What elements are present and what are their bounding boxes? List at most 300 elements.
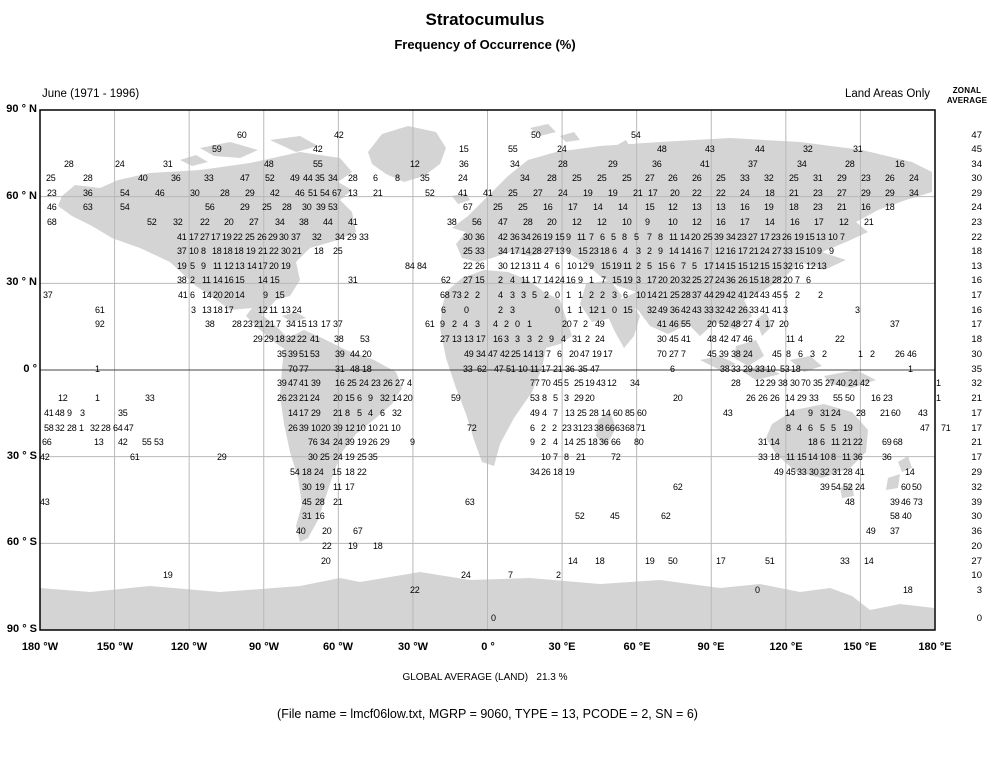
grid-value: 12 bbox=[224, 261, 234, 271]
grid-value: 41 bbox=[299, 378, 309, 388]
zonal-average-value: 16 bbox=[971, 305, 982, 316]
grid-value: 44 bbox=[704, 290, 714, 300]
grid-value: 14 bbox=[235, 290, 245, 300]
grid-value: 6 bbox=[357, 393, 362, 403]
grid-value: 12 bbox=[692, 217, 702, 227]
grid-value: 19 bbox=[177, 261, 187, 271]
grid-value: 70 bbox=[801, 378, 811, 388]
grid-value: 19 bbox=[565, 467, 575, 477]
grid-value: 27 bbox=[772, 246, 782, 256]
grid-value: 34 bbox=[335, 232, 345, 242]
grid-value: 32 bbox=[764, 173, 774, 183]
grid-value: 28 bbox=[731, 378, 741, 388]
grid-value: 2 bbox=[552, 423, 557, 433]
grid-value: 10 bbox=[391, 423, 401, 433]
grid-value: 7 bbox=[647, 232, 652, 242]
grid-value: 21 bbox=[379, 423, 389, 433]
grid-value: 36 bbox=[83, 188, 93, 198]
grid-value: 38 bbox=[334, 334, 344, 344]
grid-value: 37 bbox=[890, 526, 900, 536]
grid-value: 21 bbox=[299, 393, 309, 403]
grid-value: 28 bbox=[348, 173, 358, 183]
grid-value: 33 bbox=[755, 364, 765, 374]
grid-value: 17 bbox=[224, 305, 234, 315]
grid-value: 26 bbox=[383, 378, 393, 388]
grid-value: 13 bbox=[94, 437, 104, 447]
grid-value: 2 bbox=[647, 246, 652, 256]
grid-value: 25 bbox=[245, 232, 255, 242]
grid-value: 18 bbox=[212, 246, 222, 256]
grid-value: 37 bbox=[333, 319, 343, 329]
grid-value: 76 bbox=[308, 437, 318, 447]
grid-value: 28 bbox=[558, 159, 568, 169]
grid-value: 17 bbox=[603, 349, 613, 359]
grid-value: 24 bbox=[743, 349, 753, 359]
grid-value: 34 bbox=[797, 159, 807, 169]
grid-value: 32 bbox=[90, 423, 100, 433]
grid-value: 34 bbox=[286, 319, 296, 329]
grid-value: 56 bbox=[205, 202, 215, 212]
grid-value: 14 bbox=[647, 290, 657, 300]
grid-value: 53 bbox=[780, 364, 790, 374]
grid-value: 43 bbox=[692, 305, 702, 315]
grid-value: 15 bbox=[475, 275, 485, 285]
grid-value: 26 bbox=[692, 173, 702, 183]
grid-value: 23 bbox=[288, 393, 298, 403]
grid-value: 14 bbox=[392, 393, 402, 403]
grid-value: 47 bbox=[580, 349, 590, 359]
lat-axis-label: 90 ° N bbox=[6, 103, 37, 115]
grid-value: 23 bbox=[883, 393, 893, 403]
grid-value: 46 bbox=[907, 349, 917, 359]
grid-value: 3 bbox=[521, 290, 526, 300]
grid-value: 9 bbox=[566, 232, 571, 242]
grid-value: 53 bbox=[360, 334, 370, 344]
grid-value: 14 bbox=[288, 408, 298, 418]
grid-value: 25 bbox=[622, 173, 632, 183]
zonal-header-line2: AVERAGE bbox=[946, 96, 988, 105]
grid-value: 5 bbox=[357, 408, 362, 418]
grid-value: 22 bbox=[410, 585, 420, 595]
grid-value: 18 bbox=[373, 541, 383, 551]
grid-value: 11 bbox=[333, 482, 342, 492]
grid-value: 23 bbox=[813, 202, 823, 212]
grid-value: 26 bbox=[746, 393, 756, 403]
grid-value: 17 bbox=[704, 261, 714, 271]
grid-value: 25 bbox=[262, 202, 272, 212]
grid-value: 48 bbox=[657, 144, 667, 154]
grid-value: 13 bbox=[521, 261, 531, 271]
grid-value: 7 bbox=[601, 275, 606, 285]
grid-value: 18 bbox=[885, 202, 895, 212]
grid-value: 2 bbox=[795, 290, 800, 300]
grid-value: 37 bbox=[748, 159, 758, 169]
grid-value: 2 bbox=[600, 290, 605, 300]
grid-value: 47 bbox=[590, 364, 600, 374]
grid-value: 33 bbox=[809, 393, 819, 403]
grid-value: 49 bbox=[464, 349, 474, 359]
grid-value: 29 bbox=[240, 202, 250, 212]
grid-value: 19 bbox=[608, 188, 618, 198]
grid-value: 28 bbox=[845, 159, 855, 169]
grid-value: 19 bbox=[281, 261, 291, 271]
grid-value: 29 bbox=[715, 290, 725, 300]
lat-axis-label: 30 ° N bbox=[6, 276, 37, 288]
grid-value: 15 bbox=[345, 393, 355, 403]
grid-value: 2 bbox=[475, 290, 480, 300]
grid-value: 14 bbox=[681, 246, 691, 256]
grid-value: 18 bbox=[791, 364, 801, 374]
grid-value: 49 bbox=[595, 319, 605, 329]
grid-value: 17 bbox=[510, 246, 520, 256]
grid-value: 30 bbox=[657, 334, 667, 344]
grid-value: 9 bbox=[410, 437, 415, 447]
grid-value: 14 bbox=[715, 261, 725, 271]
grid-value: 12 bbox=[839, 217, 849, 227]
grid-value: 49 bbox=[530, 408, 540, 418]
grid-value: 27 bbox=[748, 232, 758, 242]
grid-value: 12 bbox=[572, 217, 582, 227]
zonal-average-value: 32 bbox=[971, 482, 982, 493]
grid-value: 19 bbox=[764, 202, 774, 212]
grid-value: 60 bbox=[237, 130, 247, 140]
grid-value: 45 bbox=[786, 467, 796, 477]
grid-value: 11 bbox=[786, 334, 795, 344]
grid-value: 14 bbox=[765, 217, 775, 227]
grid-value: 34 bbox=[275, 217, 285, 227]
grid-value: 24 bbox=[333, 437, 343, 447]
grid-value: 23 bbox=[243, 319, 253, 329]
grid-value: 19 bbox=[612, 261, 622, 271]
grid-value: 51 bbox=[308, 188, 318, 198]
grid-value: 52 bbox=[719, 319, 729, 329]
grid-value: 46 bbox=[47, 202, 57, 212]
grid-value: 41 bbox=[44, 408, 54, 418]
grid-value: 45 bbox=[707, 349, 717, 359]
grid-value: 25 bbox=[518, 202, 528, 212]
grid-value: 19 bbox=[585, 378, 595, 388]
grid-value: 11 bbox=[532, 261, 541, 271]
grid-value: 32 bbox=[820, 467, 830, 477]
grid-value: 3 bbox=[527, 334, 532, 344]
grid-value: 38 bbox=[720, 364, 730, 374]
grid-value: 53 bbox=[328, 202, 338, 212]
grid-value: 71 bbox=[941, 423, 951, 433]
grid-value: 40 bbox=[836, 378, 846, 388]
grid-value: 21 bbox=[864, 217, 874, 227]
grid-value: 45 bbox=[302, 497, 312, 507]
grid-value: 25 bbox=[463, 246, 473, 256]
grid-value: 24 bbox=[333, 452, 343, 462]
grid-value: 24 bbox=[909, 173, 919, 183]
grid-value: 16 bbox=[895, 159, 905, 169]
grid-value: 24 bbox=[115, 159, 125, 169]
zonal-average-value: 21 bbox=[971, 393, 982, 404]
grid-value: 6 bbox=[373, 173, 378, 183]
grid-value: 45 bbox=[772, 349, 782, 359]
grid-value: 18 bbox=[770, 452, 780, 462]
grid-value: 40 bbox=[138, 173, 148, 183]
grid-value: 42 bbox=[270, 188, 280, 198]
grid-value: 36 bbox=[475, 232, 485, 242]
grid-value: 29 bbox=[217, 452, 227, 462]
grid-value: 2 bbox=[636, 261, 641, 271]
grid-value: 42 bbox=[726, 305, 736, 315]
grid-value: 9 bbox=[440, 319, 445, 329]
landmass-south-america bbox=[280, 330, 405, 542]
grid-value: 2 bbox=[541, 423, 546, 433]
grid-value: 7 bbox=[840, 232, 845, 242]
grid-value: 43 bbox=[760, 290, 770, 300]
grid-value: 15 bbox=[738, 261, 748, 271]
grid-value: 22 bbox=[716, 188, 726, 198]
grid-value: 31 bbox=[573, 423, 583, 433]
grid-value: 21 bbox=[633, 188, 643, 198]
grid-value: 39 bbox=[311, 378, 321, 388]
grid-value: 6 bbox=[530, 423, 535, 433]
grid-value: 14 bbox=[564, 437, 574, 447]
grid-value: 0 bbox=[555, 290, 560, 300]
grid-value: 13 bbox=[348, 188, 358, 198]
grid-value: 47 bbox=[124, 423, 134, 433]
grid-value: 39 bbox=[333, 423, 343, 433]
grid-value: 40 bbox=[902, 511, 912, 521]
grid-value: 70 bbox=[541, 378, 551, 388]
grid-value: 38 bbox=[594, 423, 604, 433]
grid-value: 10 bbox=[518, 364, 528, 374]
grid-value: 63 bbox=[465, 497, 475, 507]
grid-value: 27 bbox=[837, 188, 847, 198]
grid-value: 18 bbox=[314, 246, 324, 256]
grid-value: 31 bbox=[348, 275, 358, 285]
grid-value: 4 bbox=[368, 408, 373, 418]
grid-value: 24 bbox=[855, 482, 865, 492]
grid-value: 15 bbox=[270, 275, 280, 285]
grid-value: 15 bbox=[555, 232, 565, 242]
grid-value: 46 bbox=[295, 188, 305, 198]
grid-value: 47 bbox=[240, 173, 250, 183]
grid-value: 16 bbox=[692, 246, 702, 256]
grid-value: 7 bbox=[276, 319, 281, 329]
grid-value: 16 bbox=[871, 393, 881, 403]
grid-value: 16 bbox=[861, 202, 871, 212]
grid-value: 21 bbox=[658, 290, 668, 300]
grid-value: 29 bbox=[347, 232, 357, 242]
grid-value: 7 bbox=[553, 452, 558, 462]
grid-value: 17 bbox=[740, 217, 750, 227]
grid-value: 41 bbox=[177, 232, 187, 242]
grid-value: 21 bbox=[789, 188, 799, 198]
grid-value: 9 bbox=[530, 437, 535, 447]
grid-value: 27 bbox=[395, 378, 405, 388]
grid-value: 28 bbox=[843, 467, 853, 477]
grid-value: 22 bbox=[269, 246, 279, 256]
global-average-label: GLOBAL AVERAGE (LAND) 21.3 % bbox=[402, 672, 568, 683]
grid-value: 1 bbox=[566, 290, 571, 300]
grid-value: 6 bbox=[441, 305, 446, 315]
zonal-average-value: 17 bbox=[971, 408, 982, 419]
grid-value: 10 bbox=[567, 261, 577, 271]
grid-value: 1 bbox=[936, 378, 941, 388]
grid-value: 5 bbox=[553, 393, 558, 403]
grid-value: 20 bbox=[707, 319, 717, 329]
grid-value: 17 bbox=[814, 217, 824, 227]
grid-value: 20 bbox=[213, 290, 223, 300]
grid-value: 9 bbox=[589, 261, 594, 271]
grid-value: 63 bbox=[615, 423, 625, 433]
grid-value: 6 bbox=[600, 232, 605, 242]
grid-value: 6 bbox=[612, 246, 617, 256]
grid-value: 60 bbox=[637, 408, 647, 418]
grid-value: 0 bbox=[612, 305, 617, 315]
grid-value: 30 bbox=[302, 202, 312, 212]
grid-value: 13 bbox=[817, 261, 827, 271]
grid-value: 5 bbox=[831, 423, 836, 433]
grid-value: 43 bbox=[705, 144, 715, 154]
grid-value: 35 bbox=[277, 349, 287, 359]
grid-value: 19 bbox=[315, 482, 325, 492]
zonal-average-value: 30 bbox=[971, 349, 982, 360]
grid-value: 1 bbox=[95, 364, 100, 374]
grid-value: 19 bbox=[794, 232, 804, 242]
grid-value: 55 bbox=[508, 144, 518, 154]
grid-value: 20 bbox=[224, 290, 234, 300]
grid-value: 24 bbox=[595, 334, 605, 344]
grid-value: 37 bbox=[692, 290, 702, 300]
grid-value: 5 bbox=[190, 261, 195, 271]
grid-value: 28 bbox=[856, 408, 866, 418]
grid-value: 13 bbox=[281, 305, 291, 315]
grid-value: 33 bbox=[145, 393, 155, 403]
grid-value: 30 bbox=[308, 452, 318, 462]
grid-value: 29 bbox=[311, 408, 321, 418]
grid-value: 15 bbox=[760, 261, 770, 271]
grid-value: 21 bbox=[254, 319, 264, 329]
grid-value: 16 bbox=[566, 275, 576, 285]
grid-value: 14 bbox=[258, 275, 268, 285]
grid-value: 12 bbox=[715, 246, 725, 256]
grid-value: 70 bbox=[288, 364, 298, 374]
grid-value: 39 bbox=[316, 202, 326, 212]
grid-value: 22 bbox=[233, 232, 243, 242]
grid-value: 24 bbox=[749, 290, 759, 300]
grid-value: 1 bbox=[908, 364, 913, 374]
grid-value: 26 bbox=[277, 393, 287, 403]
grid-value: 16 bbox=[493, 334, 503, 344]
grid-value: 4 bbox=[493, 319, 498, 329]
grid-value: 28 bbox=[83, 173, 93, 183]
grid-value: 17 bbox=[541, 364, 551, 374]
grid-value: 54 bbox=[320, 188, 330, 198]
grid-value: 13 bbox=[452, 334, 462, 344]
grid-value: 29 bbox=[797, 393, 807, 403]
grid-value: 1 bbox=[578, 305, 583, 315]
grid-value: 12 bbox=[755, 378, 765, 388]
grid-value: 15 bbox=[578, 246, 588, 256]
grid-value: 4 bbox=[798, 334, 803, 344]
grid-value: 15 bbox=[601, 261, 611, 271]
grid-value: 18 bbox=[302, 467, 312, 477]
grid-value: 41 bbox=[738, 290, 748, 300]
grid-value: 30 bbox=[190, 188, 200, 198]
grid-value: 20 bbox=[569, 349, 579, 359]
grid-value: 48 bbox=[55, 408, 65, 418]
landmass-greenland bbox=[368, 126, 446, 182]
period-label: June (1971 - 1996) bbox=[42, 88, 140, 100]
grid-value: 32 bbox=[312, 232, 322, 242]
grid-value: 20 bbox=[333, 393, 343, 403]
grid-value: 34 bbox=[328, 173, 338, 183]
grid-value: 47 bbox=[731, 334, 741, 344]
grid-value: 3 bbox=[783, 305, 788, 315]
grid-value: 66 bbox=[42, 437, 52, 447]
grid-value: 4 bbox=[544, 261, 549, 271]
grid-value: 20 bbox=[658, 275, 668, 285]
grid-value: 54 bbox=[631, 130, 641, 140]
grid-value: 2 bbox=[585, 334, 590, 344]
grid-value: 12 bbox=[58, 393, 68, 403]
grid-value: 9 bbox=[368, 393, 373, 403]
grid-value: 4 bbox=[498, 290, 503, 300]
grid-value: 77 bbox=[530, 378, 540, 388]
grid-value: 34 bbox=[630, 378, 640, 388]
grid-value: 36 bbox=[652, 159, 662, 169]
lat-axis-label: 60 ° S bbox=[6, 536, 37, 548]
grid-value: 23 bbox=[737, 232, 747, 242]
zonal-average-value: 35 bbox=[971, 364, 982, 375]
grid-value: 53 bbox=[310, 349, 320, 359]
grid-value: 5 bbox=[820, 423, 825, 433]
grid-value: 38 bbox=[177, 275, 187, 285]
grid-value: 3 bbox=[564, 393, 569, 403]
grid-value: 10 bbox=[820, 452, 830, 462]
file-info-label: (File name = lmcf06low.txt, MGRP = 9060, TYPE = 13, PCODE = 2, SN = 6) bbox=[277, 707, 698, 721]
grid-value: 20 bbox=[585, 393, 595, 403]
grid-value: 18 bbox=[595, 556, 605, 566]
grid-value: 1 bbox=[578, 290, 583, 300]
grid-value: 10 bbox=[668, 217, 678, 227]
grid-value: 36 bbox=[726, 275, 736, 285]
grid-value: 32 bbox=[380, 393, 390, 403]
grid-value: 62 bbox=[441, 275, 451, 285]
grid-value: 19 bbox=[843, 423, 853, 433]
grid-value: 41 bbox=[855, 467, 865, 477]
grid-value: 9 bbox=[645, 217, 650, 227]
grid-value: 55 bbox=[681, 319, 691, 329]
grid-value: 19 bbox=[222, 232, 232, 242]
grid-value: 25 bbox=[574, 378, 584, 388]
grid-value: 36 bbox=[171, 173, 181, 183]
grid-value: 0 bbox=[515, 319, 520, 329]
grid-value: 47 bbox=[920, 423, 930, 433]
grid-value: 37 bbox=[890, 319, 900, 329]
grid-value: 17 bbox=[211, 232, 221, 242]
grid-value: 26 bbox=[885, 173, 895, 183]
grid-value: 18 bbox=[275, 334, 285, 344]
grid-value: 24 bbox=[310, 393, 320, 403]
grid-value: 34 bbox=[726, 232, 736, 242]
grid-value: 24 bbox=[359, 378, 369, 388]
grid-value: 33 bbox=[359, 232, 369, 242]
grid-value: 1 bbox=[95, 393, 100, 403]
grid-value: 15 bbox=[623, 305, 633, 315]
grid-value: 17 bbox=[648, 188, 658, 198]
grid-value: 27 bbox=[463, 275, 473, 285]
grid-value: 59 bbox=[212, 144, 222, 154]
lon-axis-label: 30 °E bbox=[548, 641, 576, 653]
grid-value: 39 bbox=[345, 437, 355, 447]
grid-value: 12 bbox=[749, 261, 759, 271]
